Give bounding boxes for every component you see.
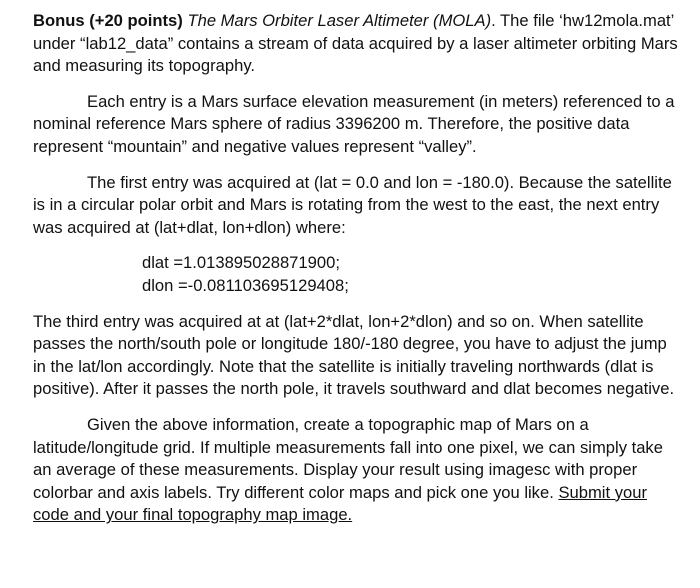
- submit-instruction: Submit your code and your final topography map image.: [33, 482, 647, 525]
- intro-paragraph: [33, 10, 681, 78]
- orbit-paragraph: The first entry was acquired at (lat = 0.0 and lon = -180.0). Because the satellite is in a circular polar orbit and Mars is rotating from the west to the east, the next entry was acquired at (lat+dlat, lon+dlon) where:: [33, 172, 672, 237]
- elevation-paragraph: Each entry is a Mars surface elevation measurement (in meters) referenced to a nominal reference Mars sphere of radius 3396200 m. Therefore, the positive data represent “mountain” and negative values represent “valley”.: [33, 91, 675, 156]
- bonus-label: Bonus (+20 points): [33, 11, 183, 30]
- intro-text: . The file ‘hw12mola.mat’ under “lab12_data” contains a stream of data acquired by a laser altimeter orbiting Mars and measuring its topography.: [33, 11, 678, 76]
- assignment-page: [33, 10, 681, 527]
- dlat-line: dlat =1.013895028871900;: [142, 253, 340, 273]
- task-text: Given the above information, create a topographic map of Mars on a latitude/longitude grid. If multiple measurements fall into one pixel, we can simply take an average of these measurements. Display your result using imagesc with proper colorbar and axis labels. Try different color maps and pick one you like.: [33, 414, 663, 502]
- pole-crossing-paragraph: The third entry was acquired at at (lat+2*dlat, lon+2*dlon) and so on. When satellite passes the north/south pole or longitude 180/-180 degree, you have to adjust the jump in the lat/lon accordingly. Note that the satellite is initially traveling northwards (dlat is positive). After it passes the north pole, it travels southward and dlat becomes negative.: [33, 311, 675, 399]
- paragraph-gap: [33, 78, 681, 91]
- paragraph-gap: [33, 239, 681, 252]
- task-paragraph: [33, 414, 681, 527]
- paragraph-gap: [33, 401, 681, 414]
- increment-values: [33, 252, 681, 297]
- paragraph-gap: [33, 159, 681, 172]
- paragraph-gap: [33, 298, 681, 311]
- dlon-line: dlon =-0.081103695129408;: [142, 275, 349, 295]
- mola-title: The Mars Orbiter Laser Altimeter (MOLA): [187, 11, 492, 30]
